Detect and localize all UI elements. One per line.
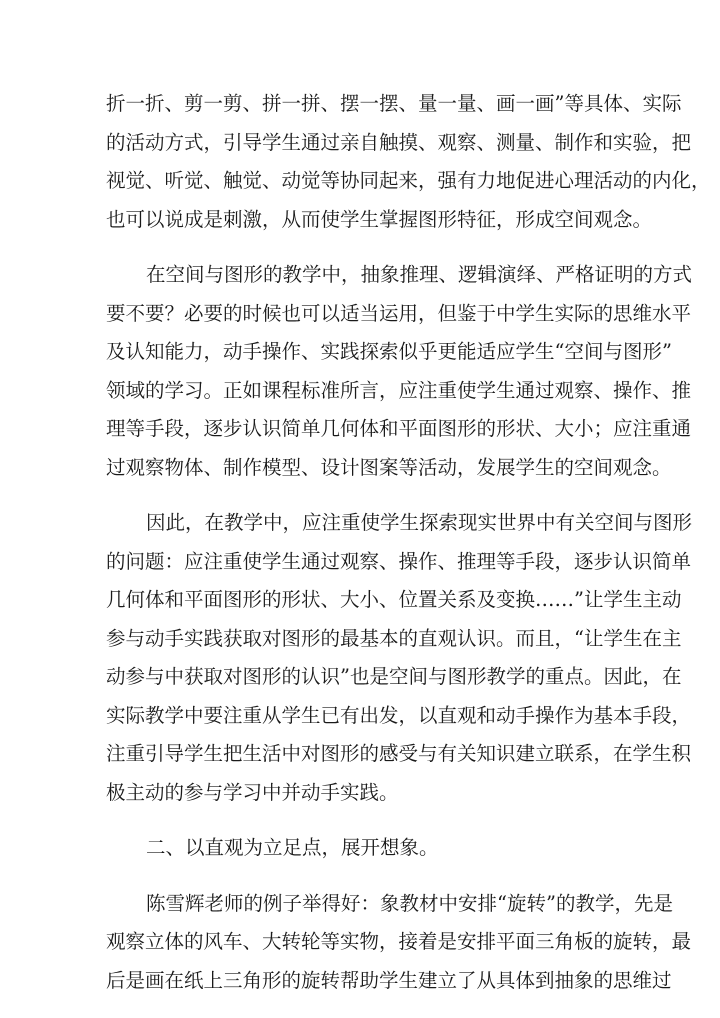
text-line: 二、以直观为立足点，展开想象。 <box>146 836 439 859</box>
text-line: 在空间与图形的教学中，抽象推理、逻辑演绎、严格证明的方式 <box>146 263 693 286</box>
text-line: 领域的学习。正如课程标准所言，应注重使学生通过观察、操作、推 <box>106 378 692 402</box>
text-line: 几何体和平面图形的形状、大小、位置关系及变换……”让学生主动 <box>106 588 682 611</box>
text-line: 因此，在教学中，应注重使学生探索现实世界中有关空间与图形 <box>146 511 693 534</box>
text-line: 极主动的参与学习中并动手实践。 <box>106 780 399 804</box>
document-body <box>106 85 711 1000</box>
paragraph-gap <box>106 239 614 256</box>
text-line: 过观察物体、制作模型、设计图案等活动，发展学生的空间观念。 <box>106 455 672 479</box>
text-line: 陈雪辉老师的例子举得好：象教材中安排“旋转”的教学，先是 <box>146 891 673 915</box>
paragraph-gap <box>106 487 614 504</box>
paragraph <box>106 504 693 812</box>
section-heading <box>106 829 614 868</box>
paragraph-gap <box>106 868 614 885</box>
paragraph <box>106 256 693 487</box>
paragraph <box>106 85 711 239</box>
paragraph <box>106 885 692 1001</box>
text-line: 后是画在纸上三角形的旋转帮助学生建立了从具体到抽象的思维过 <box>106 968 672 992</box>
paragraph-gap <box>106 812 614 829</box>
text-line: 理等手段，逐步认识简单几何体和平面图形的形状、大小；应注重通 <box>106 417 692 440</box>
text-line: 及认知能力，动手操作、实践探索似乎更能适应学生“空间与图形” <box>106 340 672 363</box>
text-line: 观察立体的风车、大转轮等实物，接着是安排平面三角板的旋转，最 <box>106 930 692 953</box>
text-line: 实际教学中要注重从学生已有出发，以直观和动手操作为基本手段， <box>106 703 692 727</box>
text-line: 动参与中获取对图形的认识”也是空间与图形教学的重点。因此，在 <box>106 665 682 688</box>
text-line: 的问题：应注重使学生通过观察、操作、推理等手段，逐步认识简单 <box>106 549 692 573</box>
text-line: 的活动方式，引导学生通过亲自触摸、观察、测量、制作和实验，把 <box>106 130 692 154</box>
text-line: 要不要？必要的时候也可以适当运用，但鉴于中学生实际的思维水平 <box>106 301 692 325</box>
text-line: 也可以说成是刺激，从而使学生掌握图形特征，形成空间观念。 <box>106 207 653 231</box>
text-line: 注重引导学生把生活中对图形的感受与有关知识建立联系，在学生积 <box>106 742 692 765</box>
text-line: 参与动手实践获取对图形的最基本的直观认识。而且，“让学生在主 <box>106 626 682 650</box>
text-line: 视觉、听觉、触觉、动觉等协同起来，强有力地促进心理活动的内化， <box>106 169 711 192</box>
text-line: 折一折、剪一剪、拼一拼、摆一摆、量一量、画一画”等具体、实际 <box>106 92 682 115</box>
